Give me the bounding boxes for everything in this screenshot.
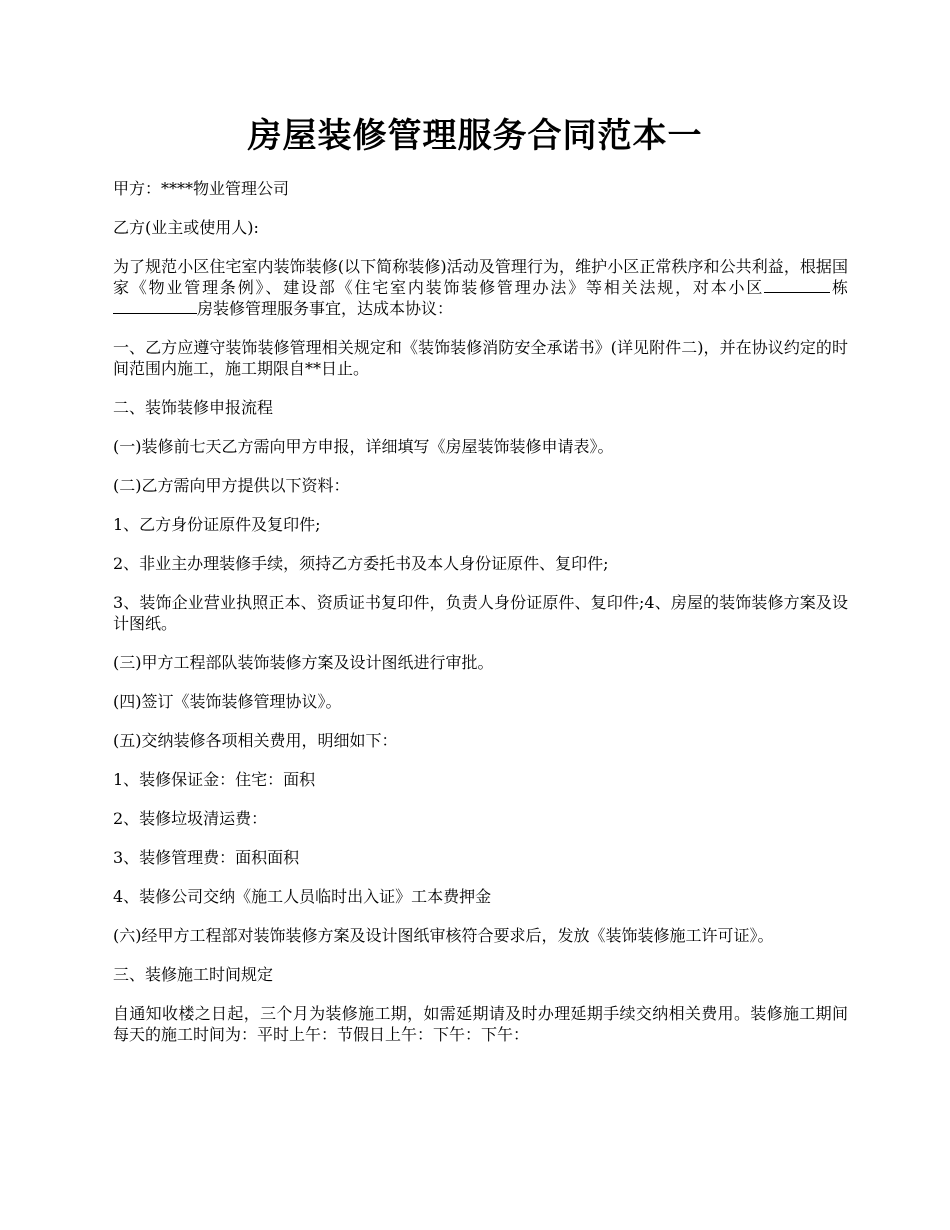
section-2-item-2-1: 1、乙方身份证原件及复印件; [113,515,321,534]
section-2-item-2: (二)乙方需向甲方提供以下资料： [113,476,350,495]
document-title: 房屋装修管理服务合同范本一 [247,116,703,156]
section-2-item-5: (五)交纳装修各项相关费用，明细如下： [113,731,398,750]
section-2-item-4: (四)签订《装饰装修管理协议》。 [113,692,342,711]
section-2-heading: 二、装饰装修申报流程 [113,398,274,417]
document-body [113,178,848,1063]
clause-1: 一、乙方应遵守装饰装修管理相关规定和《装饰装修消防安全承诺书》(详见附件二)，并在协议约定的时间范围内施工，施工期限自**日止。 [113,338,848,378]
section-2-item-5-4: 4、装修公司交纳《施工人员临时出入证》工本费押金 [113,887,492,906]
party-b: 乙方(业主或使用人): [113,218,259,237]
section-3-paragraph: 自通知收楼之日起，三个月为装修施工期，如需延期请及时办理延期手续交纳相关费用。装修施工期间每天的施工时间为：平时上午：节假日上午：下午：下午： [113,1004,848,1044]
section-2-item-3: (三)甲方工程部队装饰装修方案及设计图纸进行审批。 [113,653,494,672]
section-3-heading: 三、装修施工时间规定 [113,965,274,984]
section-2-item-2-3: 3、装饰企业营业执照正本、资质证书复印件，负责人身份证原件、复印件;4、房屋的装饰装修方案及设计图纸。 [113,593,848,633]
intro-paragraph [113,256,848,319]
section-2-item-6: (六)经甲方工程部对装饰装修方案及设计图纸审核符合要求后，发放《装饰装修施工许可证》。 [113,926,774,945]
building-blank [764,277,830,293]
intro-text-1: 为了规范小区住宅室内装饰装修(以下简称装修)活动及管理行为，维护小区正常秩序和公共利益，根据国家《物业管理条例》、建设部《住宅室内装饰装修管理办法》等相关法规，对本小区 [113,257,848,297]
room-blank [113,298,197,314]
section-2-item-2-2: 2、非业主办理装修手续，须持乙方委托书及本人身份证原件、复印件; [113,554,609,573]
section-2-item-5-1: 1、装修保证金：住宅：面积 [113,770,316,789]
party-a: 甲方：****物业管理公司 [113,179,290,198]
section-2-item-1: (一)装修前七天乙方需向甲方申报，详细填写《房屋装饰装修申请表》。 [113,437,614,456]
section-2-item-5-3: 3、装修管理费：面积面积 [113,848,300,867]
intro-text-2: 栋 [830,278,848,297]
intro-text-3: 房装修管理服务事宜，达成本协议： [197,299,454,318]
section-2-item-5-2: 2、装修垃圾清运费： [113,809,268,828]
